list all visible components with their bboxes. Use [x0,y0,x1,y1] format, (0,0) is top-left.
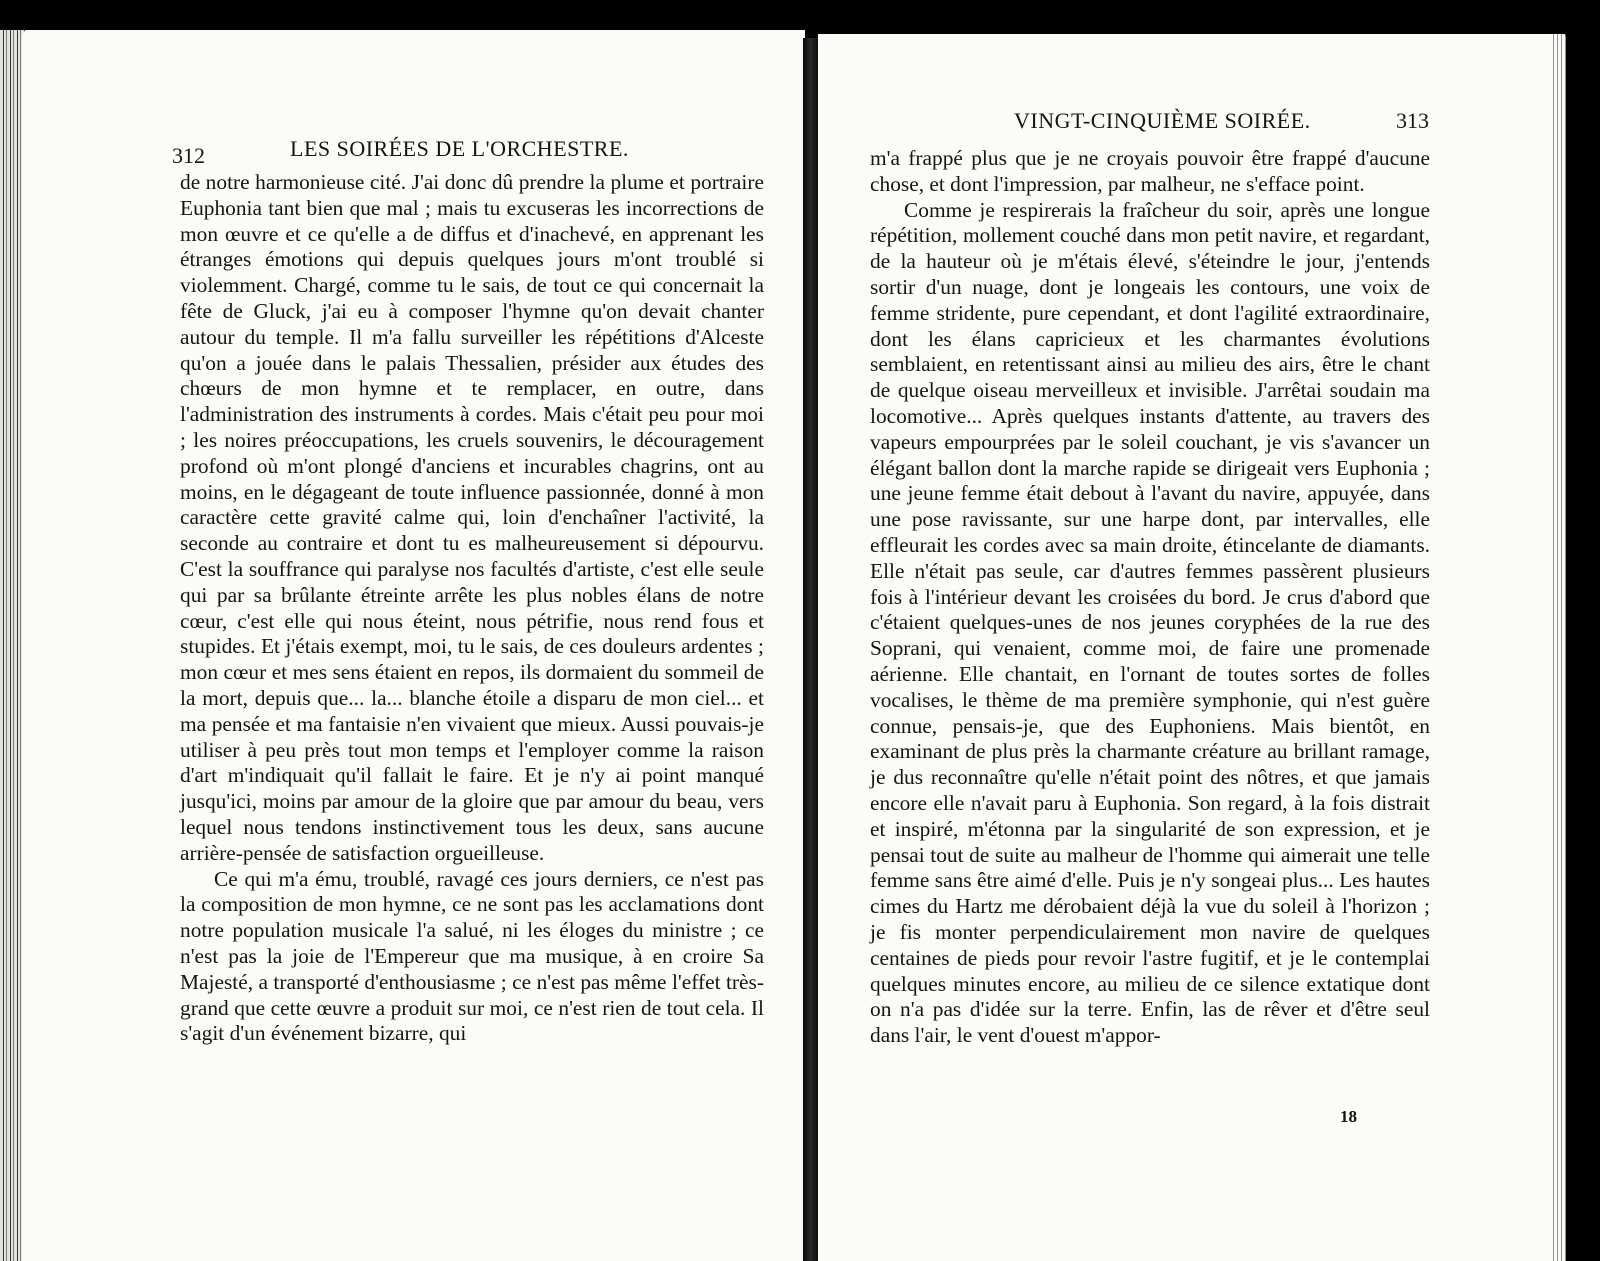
right-paragraph-1: m'a frappé plus que je ne croyais pouvoir être frappé d'aucune chose, et dont l'impression, par malheur, ne s'efface point. [870,146,1430,196]
right-paragraph-2: Comme je respirerais la fraîcheur du soir, après une longue répétition, mollement couché dans mon petit navire, et regardant, de la hauteur où je m'étais élevé, s'éteindre le jour, j'entends sortir d'un nuage, dont je longeais les contours, une voix de femme stridente, pure cependant, et dont l'agilité extraordinaire, dont les élans capricieux et les charmantes évolutions semblaient, en retentissant ainsi au milieu des airs, être le chant de quelque oiseau merveilleux et invisible. J'arrêtai soudain ma locomotive... Après quelques instants d'attente, au travers des vapeurs empourprées par le soleil couchant, je vis s'avancer un élégant ballon dont la marche rapide se dirigeait vers Euphonia ; une jeune femme était debout à l'avant du navire, appuyée, dans une pose ravissante, sur une harpe dont, par intervalles, elle effleurait les cordes avec sa main droite, étincelante de diamants. Elle n'était pas seule, car d'autres femmes passèrent plusieurs fois à l'intérieur devant les croisées du bord. Je crus d'abord que c'étaient quelques-unes de nos jeunes coryphées de la rue des Soprani, qui venaient, comme moi, de faire une promenade aérienne. Elle chantait, en l'ornant de toutes sortes de folles vocalises, le thème de ma première symphonie, qui n'est guère connue, pensais-je, que des Euphoniens. Mais bientôt, en examinant de plus près la charmante créature au brillant ramage, je dus reconnaître qu'elle n'était point des nôtres, et que jamais encore elle n'avait paru à Euphonia. Son regard, à la fois distrait et inspiré, m'étonna par la singularité de son expression, et je pensai tout de suite au malheur de l'homme qui aimerait une telle femme sans être aimé d'elle. Puis je n'y songeai plus... Les hautes cimes du Hartz me dérobaient déjà la vue du soleil à l'horizon ; je fis monter perpendiculairement mon navire de quelques centaines de pieds pour revoir l'astre fugitif, et je le contemplai quelques minutes encore, au milieu de ce silence extatique dont on n'a pas d'idée sur la terre. Enfin, las de rêver et d'être seul dans l'air, le vent d'ouest m'appor- [870,197,1430,1048]
right-page-number: 313 [1396,108,1429,133]
right-running-head: VINGT-CINQUIÈME SOIRÉE. [1014,108,1311,133]
left-page [22,30,805,1261]
right-page-text [870,146,1430,1049]
signature-mark: 18 [1340,1107,1357,1126]
right-fore-edge [1550,34,1566,1261]
left-paragraph-2: Ce qui m'a ému, troublé, ravagé ces jours derniers, ce n'est pas la composition de mon hymne, ce ne sont pas les acclamations dont notre population musicale l'a salué, ni les éloges du ministre ; ce n'est pas la joie de l'Empereur que ma musique, à en croire Sa Majesté, a transporté d'enthousiasme ; ce n'est pas même l'effet très-grand que cette œuvre a produit sur moi, ce n'est rien de tout cela. Il s'agit d'un événement bizarre, qui [180,866,764,1046]
left-running-head: LES SOIRÉES DE L'ORCHESTRE. [290,136,629,161]
left-page-number: 312 [172,143,205,168]
right-page [818,34,1566,1261]
left-page-text [180,170,764,1047]
left-paragraph-1: de notre harmonieuse cité. J'ai donc dû prendre la plume et portraire Euphonia tant bien que mal ; mais tu excuseras les incorrections de mon œuvre et ce qu'elle a de diffus et d'inachevé, en apprenant les étranges émotions qui depuis quelques jours m'ont troublé si violemment. Chargé, comme tu le sais, de tout ce qui concernait la fête de Gluck, j'ai eu à composer l'hymne qu'on devait chanter autour du temple. Il m'a fallu surveiller les répétitions d'Alceste qu'on a jouée dans le palais Thessalien, présider aux études des chœurs de mon hymne et te remplacer, en outre, dans l'administration des instruments à cordes. Mais c'était peu pour moi ; les noires préoccupations, les cruels souvenirs, le découragement profond où m'ont plongé d'anciens et incurables chagrins, ont au moins, en le dégageant de toute influence passionnée, donné à mon caractère cette gravité calme qui, loin d'enchaîner l'activité, la seconde au contraire et dont tu es malheureusement si dépourvu. C'est la souffrance qui paralyse nos facultés d'artiste, c'est elle seule qui par sa brûlante étreinte arrête les plus nobles élans de notre cœur, c'est elle qui nous éteint, nous pétrifie, nous rend fous et stupides. Et j'étais exempt, moi, tu le sais, de ces douleurs ardentes ; mon cœur et mes sens étaient en repos, ils dormaient du sommeil de la mort, depuis que... la... blanche étoile a disparu de mon ciel... et ma pensée et ma fantaisie n'en vivaient que mieux. Aussi pouvais-je utiliser à peu près tout mon temps et l'employer comme la raison d'art m'indiquait qu'il fallait le faire. Et je n'y ai point manqué jusqu'ici, moins par amour de la gloire que par amour du beau, vers lequel nous tendons instinctivement tous les deux, sans aucune arrière-pensée de satisfaction orgueilleuse. [180,170,764,865]
